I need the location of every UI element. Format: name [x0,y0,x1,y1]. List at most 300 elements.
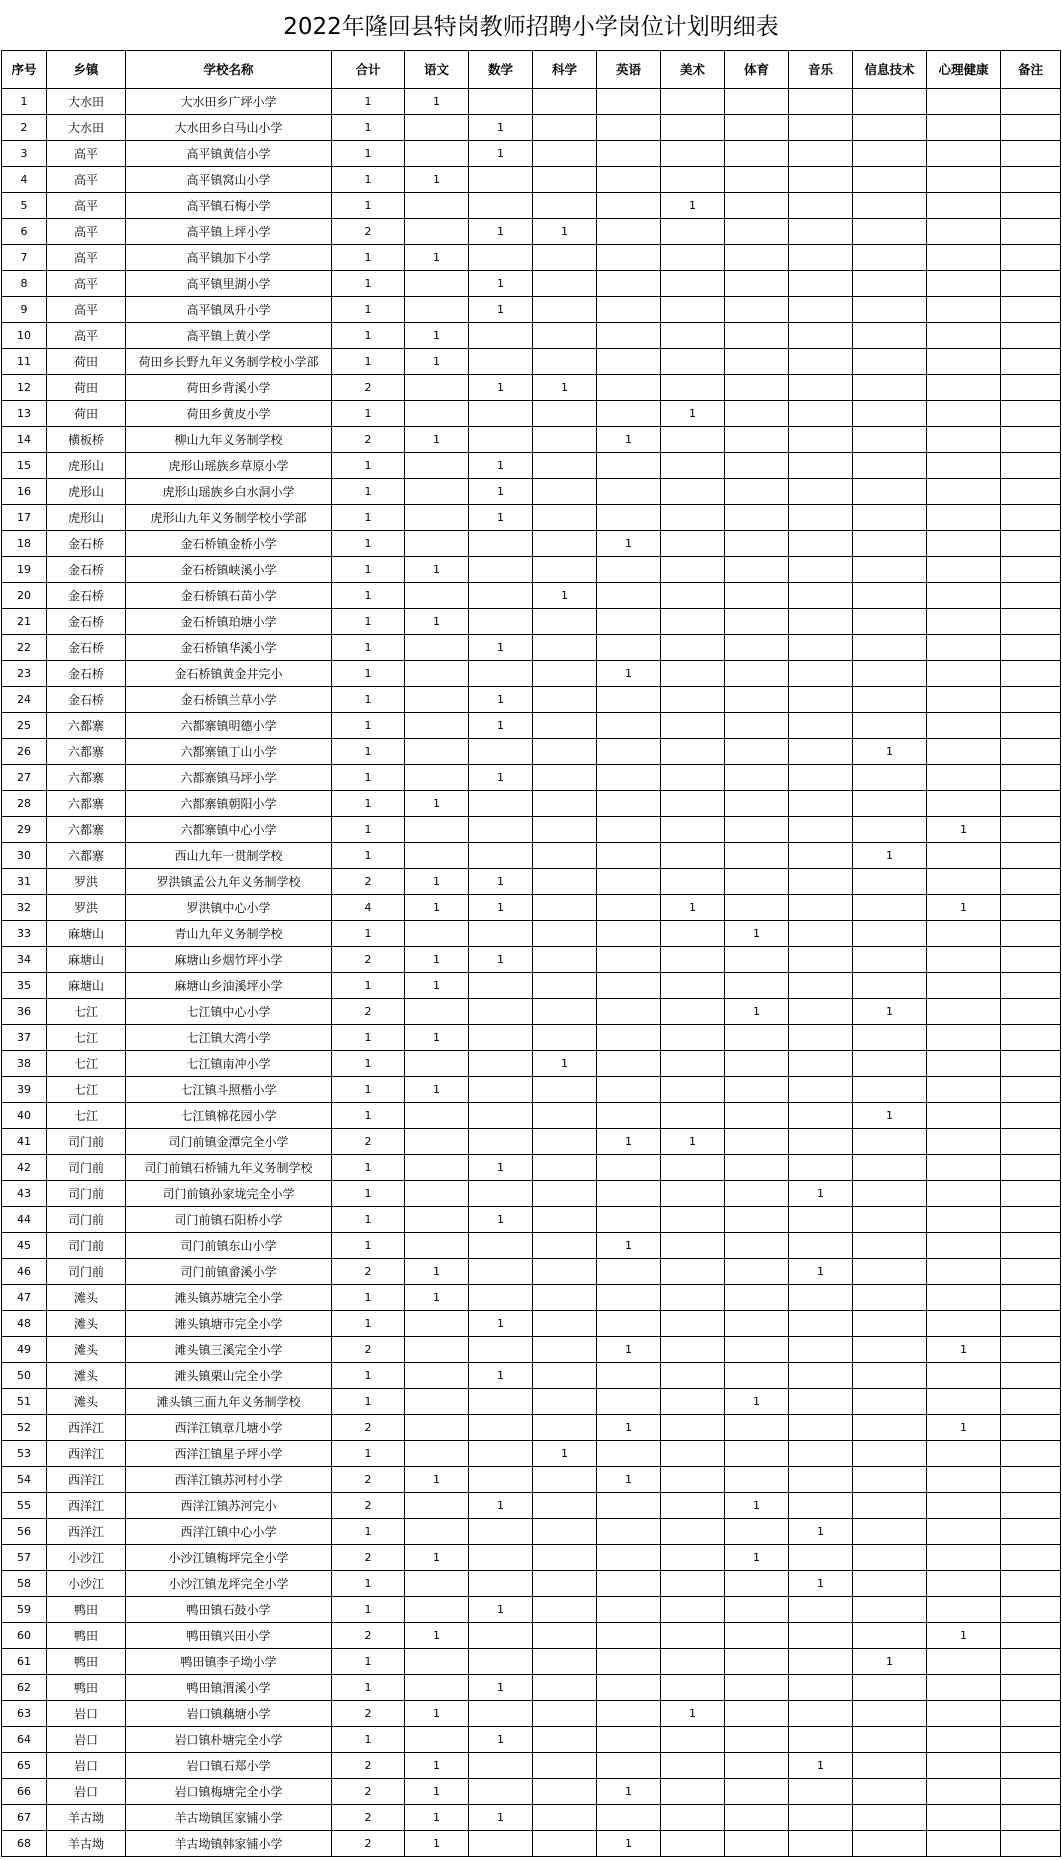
seq-cell: 35 [2,973,47,999]
it-cell [853,791,927,817]
total-cell: 1 [332,1051,405,1077]
english-cell [597,219,661,245]
music-cell [789,661,853,687]
music-cell [789,1779,853,1805]
music-cell [789,375,853,401]
mental-health-cell [927,1519,1001,1545]
chinese-cell: 1 [405,973,469,999]
math-cell: 1 [469,1597,533,1623]
township-cell: 司门前 [47,1259,126,1285]
chinese-cell [405,1493,469,1519]
science-cell [533,1181,597,1207]
chinese-cell: 1 [405,1623,469,1649]
township-cell: 滩头 [47,1337,126,1363]
it-cell [853,401,927,427]
township-cell: 七江 [47,1025,126,1051]
math-cell: 1 [469,1311,533,1337]
school-name-cell: 罗洪镇孟公九年义务制学校 [126,869,332,895]
music-cell [789,349,853,375]
header-row [2,51,1061,89]
art-cell [661,1155,725,1181]
remarks-cell [1001,635,1061,661]
pe-cell [725,1181,789,1207]
table-row [2,1753,1061,1779]
math-cell [469,999,533,1025]
remarks-cell [1001,609,1061,635]
it-cell [853,1727,927,1753]
remarks-cell [1001,401,1061,427]
music-cell [789,1727,853,1753]
pe-cell [725,141,789,167]
township-cell: 岩口 [47,1701,126,1727]
english-cell [597,1363,661,1389]
math-cell [469,427,533,453]
seq-cell: 37 [2,1025,47,1051]
music-cell [789,947,853,973]
pe-cell [725,1805,789,1831]
it-cell [853,1597,927,1623]
seq-cell: 36 [2,999,47,1025]
pe-cell [725,1285,789,1311]
music-cell [789,1129,853,1155]
remarks-cell [1001,583,1061,609]
mental-health-cell [927,1155,1001,1181]
music-cell [789,1311,853,1337]
total-cell: 1 [332,401,405,427]
school-name-cell: 荷田乡背溪小学 [126,375,332,401]
township-cell: 七江 [47,1077,126,1103]
art-cell [661,1441,725,1467]
remarks-cell [1001,271,1061,297]
pe-cell [725,245,789,271]
table-row [2,791,1061,817]
mental-health-cell [927,1389,1001,1415]
seq-cell: 19 [2,557,47,583]
chinese-cell [405,1571,469,1597]
chinese-cell [405,193,469,219]
math-cell: 1 [469,141,533,167]
remarks-cell [1001,817,1061,843]
table-row [2,1675,1061,1701]
math-cell [469,557,533,583]
remarks-cell [1001,375,1061,401]
chinese-cell: 1 [405,557,469,583]
seq-cell: 47 [2,1285,47,1311]
mental-health-cell [927,947,1001,973]
table-row [2,1181,1061,1207]
art-cell [661,1467,725,1493]
township-cell: 司门前 [47,1207,126,1233]
mental-health-cell [927,245,1001,271]
math-cell [469,1103,533,1129]
it-cell [853,1441,927,1467]
total-cell: 2 [332,427,405,453]
table-row [2,973,1061,999]
township-cell: 七江 [47,1051,126,1077]
art-cell [661,271,725,297]
remarks-cell [1001,1155,1061,1181]
music-cell [789,167,853,193]
seq-cell: 25 [2,713,47,739]
school-name-cell: 七江镇南冲小学 [126,1051,332,1077]
remarks-cell [1001,1675,1061,1701]
science-cell [533,765,597,791]
art-cell [661,89,725,115]
school-name-cell: 岩口镇朴塘完全小学 [126,1727,332,1753]
english-cell: 1 [597,531,661,557]
mental-health-cell [927,1233,1001,1259]
total-cell: 1 [332,687,405,713]
table-row [2,557,1061,583]
science-cell [533,1155,597,1181]
mental-health-cell [927,1441,1001,1467]
english-cell: 1 [597,1337,661,1363]
music-cell [789,1051,853,1077]
school-name-cell: 麻塘山乡油溪坪小学 [126,973,332,999]
english-cell [597,895,661,921]
remarks-cell [1001,141,1061,167]
music-cell [789,1233,853,1259]
total-cell: 2 [332,1545,405,1571]
math-cell: 1 [469,947,533,973]
math-cell [469,921,533,947]
school-name-cell: 大水田乡广坪小学 [126,89,332,115]
township-cell: 滩头 [47,1389,126,1415]
it-cell [853,1051,927,1077]
science-cell [533,635,597,661]
township-cell: 高平 [47,323,126,349]
music-cell [789,531,853,557]
township-cell: 鸭田 [47,1675,126,1701]
music-cell [789,1545,853,1571]
it-cell [853,713,927,739]
school-name-cell: 滩头镇塘市完全小学 [126,1311,332,1337]
total-cell: 1 [332,1207,405,1233]
pe-cell [725,583,789,609]
chinese-cell [405,219,469,245]
seq-cell: 46 [2,1259,47,1285]
music-cell [789,505,853,531]
music-cell [789,713,853,739]
math-cell [469,1389,533,1415]
total-cell: 1 [332,505,405,531]
math-cell [469,583,533,609]
school-name-cell: 高平镇凤升小学 [126,297,332,323]
chinese-cell [405,999,469,1025]
english-cell [597,1675,661,1701]
it-cell [853,1467,927,1493]
it-cell: 1 [853,1649,927,1675]
art-cell [661,531,725,557]
math-cell [469,1467,533,1493]
remarks-cell [1001,713,1061,739]
header-cell: 英语 [597,51,661,89]
english-cell [597,817,661,843]
school-name-cell: 小沙江镇龙坪完全小学 [126,1571,332,1597]
total-cell: 2 [332,1415,405,1441]
total-cell: 1 [332,1233,405,1259]
pe-cell [725,1025,789,1051]
it-cell [853,765,927,791]
it-cell [853,635,927,661]
science-cell [533,921,597,947]
seq-cell: 63 [2,1701,47,1727]
seq-cell: 3 [2,141,47,167]
total-cell: 1 [332,791,405,817]
school-name-cell: 金石桥镇石苗小学 [126,583,332,609]
pe-cell [725,843,789,869]
pe-cell [725,115,789,141]
art-cell [661,167,725,193]
total-cell: 1 [332,583,405,609]
mental-health-cell: 1 [927,895,1001,921]
it-cell [853,115,927,141]
music-cell [789,401,853,427]
it-cell [853,973,927,999]
math-cell: 1 [469,765,533,791]
math-cell [469,1415,533,1441]
music-cell [789,479,853,505]
total-cell: 1 [332,1363,405,1389]
music-cell: 1 [789,1753,853,1779]
art-cell [661,869,725,895]
pe-cell [725,765,789,791]
total-cell: 1 [332,323,405,349]
science-cell [533,1493,597,1519]
math-cell: 1 [469,1207,533,1233]
pe-cell [725,1103,789,1129]
total-cell: 1 [332,115,405,141]
math-cell: 1 [469,271,533,297]
table-row [2,1779,1061,1805]
english-cell [597,1259,661,1285]
seq-cell: 9 [2,297,47,323]
township-cell: 司门前 [47,1129,126,1155]
chinese-cell [405,765,469,791]
english-cell [597,1805,661,1831]
it-cell [853,921,927,947]
table-body [2,89,1061,1857]
chinese-cell [405,1649,469,1675]
header-cell: 科学 [533,51,597,89]
seq-cell: 42 [2,1155,47,1181]
math-cell: 1 [469,219,533,245]
it-cell [853,453,927,479]
music-cell [789,1103,853,1129]
math-cell [469,1623,533,1649]
english-cell [597,141,661,167]
art-cell [661,349,725,375]
township-cell: 岩口 [47,1727,126,1753]
pe-cell: 1 [725,921,789,947]
chinese-cell [405,271,469,297]
it-cell [853,583,927,609]
mental-health-cell [927,427,1001,453]
english-cell [597,1701,661,1727]
science-cell [533,349,597,375]
music-cell: 1 [789,1259,853,1285]
pe-cell [725,349,789,375]
pe-cell [725,453,789,479]
chinese-cell: 1 [405,1831,469,1857]
english-cell [597,1545,661,1571]
table-row [2,1025,1061,1051]
pe-cell [725,869,789,895]
mental-health-cell [927,635,1001,661]
township-cell: 荷田 [47,375,126,401]
pe-cell [725,1753,789,1779]
seq-cell: 20 [2,583,47,609]
science-cell [533,947,597,973]
english-cell [597,1025,661,1051]
township-cell: 高平 [47,271,126,297]
science-cell [533,687,597,713]
math-cell [469,1779,533,1805]
school-name-cell: 羊古坳镇匡家铺小学 [126,1805,332,1831]
music-cell [789,817,853,843]
math-cell [469,1441,533,1467]
remarks-cell [1001,1571,1061,1597]
art-cell [661,843,725,869]
art-cell [661,1779,725,1805]
township-cell: 西洋江 [47,1519,126,1545]
chinese-cell: 1 [405,1077,469,1103]
header-cell: 体育 [725,51,789,89]
total-cell: 1 [332,713,405,739]
music-cell [789,739,853,765]
math-cell: 1 [469,869,533,895]
science-cell [533,115,597,141]
township-cell: 鸭田 [47,1623,126,1649]
remarks-cell [1001,1285,1061,1311]
science-cell: 1 [533,1051,597,1077]
it-cell [853,271,927,297]
english-cell [597,1597,661,1623]
remarks-cell [1001,1233,1061,1259]
mental-health-cell [927,791,1001,817]
remarks-cell [1001,1311,1061,1337]
art-cell [661,609,725,635]
remarks-cell [1001,791,1061,817]
math-cell [469,349,533,375]
total-cell: 1 [332,1571,405,1597]
english-cell [597,115,661,141]
science-cell [533,531,597,557]
seq-cell: 16 [2,479,47,505]
seq-cell: 10 [2,323,47,349]
table-row [2,1623,1061,1649]
mental-health-cell [927,843,1001,869]
music-cell [789,1675,853,1701]
music-cell [789,323,853,349]
table-row [2,297,1061,323]
math-cell [469,1701,533,1727]
remarks-cell [1001,1701,1061,1727]
science-cell [533,1285,597,1311]
mental-health-cell [927,583,1001,609]
township-cell: 虎形山 [47,453,126,479]
table-row [2,1545,1061,1571]
township-cell: 金石桥 [47,687,126,713]
table-row [2,1363,1061,1389]
pe-cell [725,791,789,817]
seq-cell: 23 [2,661,47,687]
science-cell [533,1389,597,1415]
pe-cell [725,1701,789,1727]
chinese-cell [405,583,469,609]
total-cell: 2 [332,1701,405,1727]
table-row [2,531,1061,557]
seq-cell: 41 [2,1129,47,1155]
science-cell [533,1805,597,1831]
seq-cell: 62 [2,1675,47,1701]
total-cell: 1 [332,297,405,323]
table-row [2,713,1061,739]
math-cell [469,1649,533,1675]
science-cell [533,869,597,895]
mental-health-cell [927,973,1001,999]
mental-health-cell [927,1727,1001,1753]
school-name-cell: 六都寨镇马坪小学 [126,765,332,791]
chinese-cell [405,921,469,947]
art-cell [661,1649,725,1675]
township-cell: 六都寨 [47,713,126,739]
english-cell [597,1207,661,1233]
total-cell: 1 [332,739,405,765]
english-cell: 1 [597,427,661,453]
pe-cell [725,557,789,583]
art-cell [661,323,725,349]
total-cell: 1 [332,1103,405,1129]
math-cell [469,609,533,635]
pe-cell [725,479,789,505]
chinese-cell: 1 [405,1753,469,1779]
remarks-cell [1001,1493,1061,1519]
english-cell [597,1051,661,1077]
pe-cell [725,219,789,245]
math-cell: 1 [469,115,533,141]
pe-cell [725,1077,789,1103]
chinese-cell: 1 [405,1259,469,1285]
music-cell [789,427,853,453]
music-cell [789,895,853,921]
music-cell [789,219,853,245]
math-cell [469,89,533,115]
english-cell [597,505,661,531]
it-cell [853,141,927,167]
remarks-cell [1001,1545,1061,1571]
chinese-cell [405,479,469,505]
science-cell [533,271,597,297]
seq-cell: 38 [2,1051,47,1077]
total-cell: 1 [332,921,405,947]
it-cell [853,1363,927,1389]
remarks-cell [1001,1415,1061,1441]
total-cell: 2 [332,219,405,245]
mental-health-cell [927,219,1001,245]
mental-health-cell [927,141,1001,167]
music-cell [789,1597,853,1623]
science-cell [533,401,597,427]
art-cell [661,999,725,1025]
art-cell [661,661,725,687]
mental-health-cell [927,739,1001,765]
it-cell [853,1025,927,1051]
chinese-cell: 1 [405,167,469,193]
it-cell [853,557,927,583]
science-cell [533,1831,597,1857]
mental-health-cell [927,115,1001,141]
